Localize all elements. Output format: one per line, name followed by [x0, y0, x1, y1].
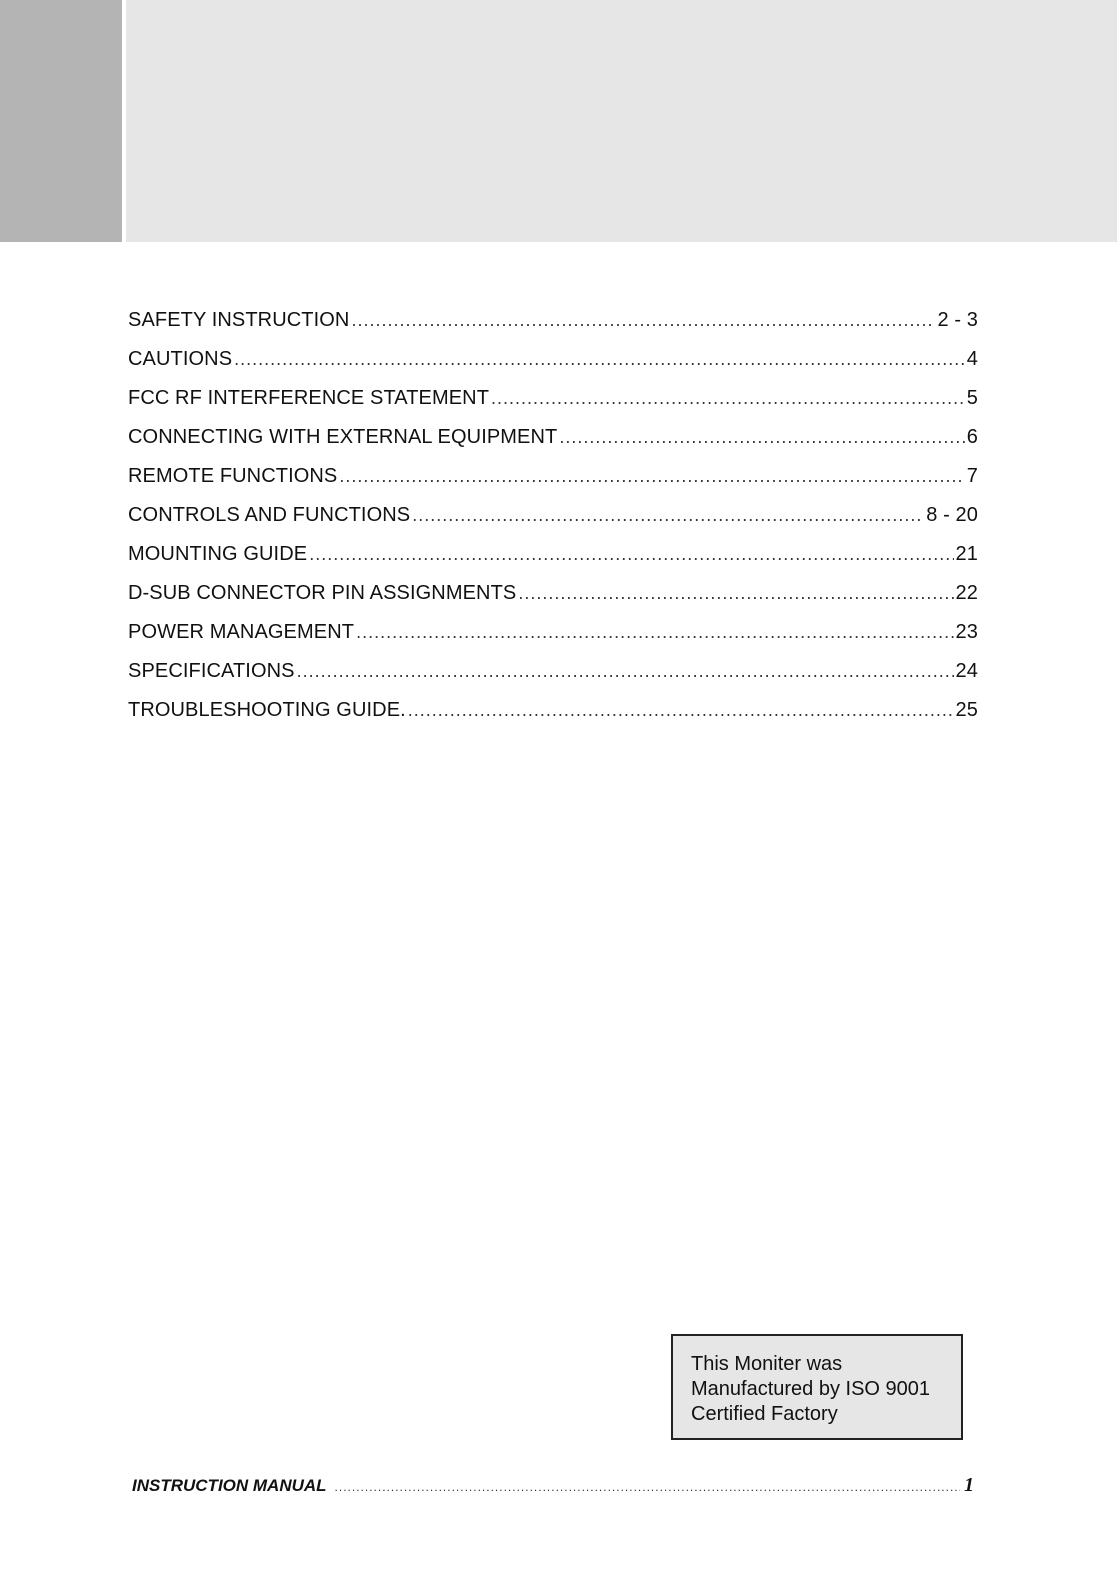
toc-entry-page: 21	[955, 543, 978, 565]
header-divider	[122, 0, 126, 242]
footer-dot-leader	[335, 1480, 960, 1494]
toc-entry-page: 23	[955, 621, 978, 643]
dot-leader	[309, 544, 953, 565]
page-footer	[132, 1474, 974, 1497]
dot-leader	[297, 661, 954, 682]
toc-entry-page: 25	[955, 699, 978, 721]
notice-line: This Moniter was	[691, 1353, 843, 1375]
toc-entry-title: TROUBLESHOOTING GUIDE.	[128, 699, 406, 721]
toc-entry-title: D-SUB CONNECTOR PIN ASSIGNMENTS	[128, 582, 517, 604]
toc-entry-specifications[interactable]	[128, 660, 978, 699]
toc-entry-title: SPECIFICATIONS	[128, 660, 295, 682]
toc-entry-page: 2 - 3	[937, 309, 978, 331]
toc-entry-dsub-pin-assignments[interactable]	[128, 582, 978, 621]
toc-entry-power-management[interactable]	[128, 621, 978, 660]
toc-entry-title: POWER MANAGEMENT	[128, 621, 355, 643]
toc-entry-troubleshooting[interactable]	[128, 699, 978, 738]
toc-entry-title: SAFETY INSTRUCTION	[128, 309, 350, 331]
toc-entry-fcc-statement[interactable]	[128, 387, 978, 426]
toc-entry-title: REMOTE FUNCTIONS	[128, 465, 338, 487]
toc-entry-page: 7	[966, 465, 978, 487]
page-number: 1	[964, 1474, 974, 1496]
toc-entry-page: 8 - 20	[926, 504, 978, 526]
notice-line: Manufactured by ISO 9001	[691, 1378, 931, 1400]
dot-leader	[491, 388, 965, 409]
dot-leader	[559, 427, 964, 448]
toc-entry-remote-functions[interactable]	[128, 465, 978, 504]
toc-entry-mounting-guide[interactable]	[128, 543, 978, 582]
toc-entry-title: MOUNTING GUIDE	[128, 543, 308, 565]
table-of-contents	[128, 309, 978, 738]
toc-entry-title: CONNECTING WITH EXTERNAL EQUIPMENT	[128, 426, 558, 448]
toc-entry-title: FCC RF INTERFERENCE STATEMENT	[128, 387, 490, 409]
toc-entry-page: 24	[955, 660, 978, 682]
dot-leader	[351, 310, 935, 331]
toc-entry-safety-instruction[interactable]	[128, 309, 978, 348]
notice-line: Certified Factory	[691, 1403, 838, 1425]
toc-entry-page: 6	[966, 426, 978, 448]
header-band	[0, 0, 1117, 242]
dot-leader	[356, 622, 953, 643]
dot-leader	[518, 583, 953, 604]
dot-leader	[339, 466, 964, 487]
toc-entry-page: 4	[966, 348, 978, 370]
dot-leader	[408, 700, 954, 721]
toc-entry-controls-functions[interactable]	[128, 504, 978, 543]
header-tab-block	[0, 0, 122, 242]
toc-entry-title: CAUTIONS	[128, 348, 233, 370]
toc-entry-page: 22	[955, 582, 978, 604]
dot-leader	[412, 505, 924, 526]
toc-entry-cautions[interactable]	[128, 348, 978, 387]
dot-leader	[234, 349, 965, 370]
footer-label: INSTRUCTION MANUAL	[132, 1476, 327, 1495]
toc-entry-connecting-equipment[interactable]	[128, 426, 978, 465]
toc-entry-title: CONTROLS AND FUNCTIONS	[128, 504, 411, 526]
iso-certification-notice	[671, 1334, 963, 1440]
toc-entry-page: 5	[966, 387, 978, 409]
